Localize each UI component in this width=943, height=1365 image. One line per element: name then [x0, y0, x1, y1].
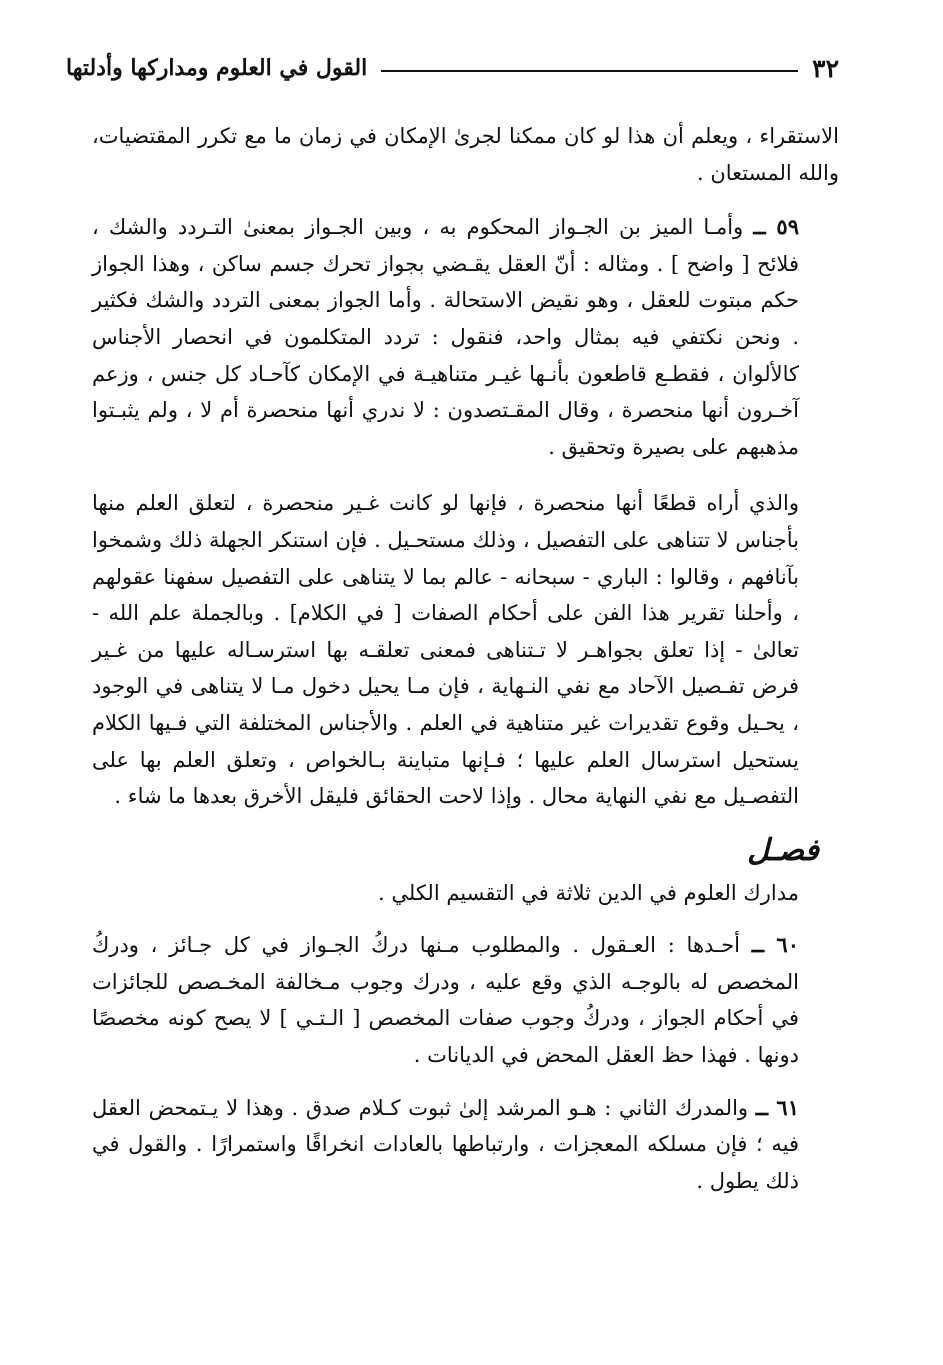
paragraph-text: أحـدها : العـقول . والمطلوب مـنها دركُ الجـواز في كل جـائز ، ودركُ المخصص له بالوجـه الذي وقع عليه ، ودرك وجوب مـخالفة المخـصص للجائزات في أحكام الجواز ، ودركُ وجوب صفات المخصص [ الـتـي ] لا يصح كونه مخصصًا دونها . فهذا حظ العقل المحض في الديانات . [92, 933, 799, 1068]
body-text [92, 118, 839, 1199]
header-rule [381, 70, 798, 72]
running-title: القول في العلوم ومداركها وأدلتها [66, 55, 368, 81]
paragraph-text: الاستقراء ، ويعلم أن هذا لو كان ممكنا لجرىٰ الإمكان في زمان ما مع تكرر المقتضيات، والله المستعان . [92, 124, 839, 185]
paragraph-60 [92, 927, 839, 1073]
page-number: ٣٢ [812, 53, 839, 83]
paragraph-number: ٥٩ ــ [753, 214, 799, 240]
paragraph-59 [92, 209, 839, 465]
paragraph-continuation [92, 118, 839, 191]
paragraph-61 [92, 1090, 839, 1200]
page-header [66, 48, 839, 88]
section-heading: فصـل [747, 832, 819, 868]
paragraph-opinion [92, 485, 839, 814]
paragraph-text: مدارك العلوم في الدين ثلاثة في التقسيم الكلي . [378, 880, 799, 905]
paragraph-text: والذي أراه قطعًا أنها منحصرة ، فإنها لو كانت غـير منحصرة ، لتعلق العلم منها بأجناس لا تتناهى على التفصيل ، وذلك مستحـيل . فإن استنكر الجهلة ذلك وشمخوا بآنافهم ، وقالوا : الباري - سبحانه - عالم بما لا يتناهى على التفصيل سفهنا عقولهم ، وأحلنا تقرير هذا الفن على أحكام الصفات [ في الكلام] . وبالجملة علم الله - تعالىٰ - إذا تعلق بجواهـر لا تـتناهى فمعنى تعلقـه بها استرسـاله عليها من غـير فرض تفـصيل الآحاد مع نفي النـهاية ، فإن مـا يحيل دخول مـا لا يتناهى في الوجود ، يحـيل وقوع تقديرات غير متناهية في العلم . والأجناس المختلفة التي فـيها الكلام يستحيل استرسال العلم عليها ؛ فـإنها متباينة بـالخواص ، وتعلق العلم بها على التفصـيل مع نفي النهاية محال . وإذا لاحت الحقائق فليقل الأخرق بعدها ما شاء . [92, 491, 799, 809]
paragraph-number: ٦١ ــ [755, 1094, 799, 1120]
paragraph-text: وأمـا الميز بن الجـواز المحكوم به ، وبين الجـواز بمعنىٰ التـردد والشك ، فلائح [ واضح ] . ومثاله : أنّ العقل يقـضي بجواز تحرك جسم ساكن ، وهذا الجواز حكم مبتوت للعقل ، وهو نقيض الاستحالة . وأما الجواز بمعنى التردد والشك فكثير . ونحن نكتفي فيه بمثال واحد، فنقول : تردد المتكلمون في انحصار الأجناس كالألوان ، فقطـع قاطعون بأنـها غيـر متناهيـة في الإمكان كآحـاد كل جنس ، وزعم آخـرون أنها منحصرة ، وقال المقـتصدون : لا ندري أنها منحصرة أم لا ، ولم يثبـتوا مذهبهم على بصيرة وتحقيق . [92, 215, 799, 459]
paragraph-number: ٦٠ ــ [751, 932, 799, 958]
paragraph-text: والمدرك الثاني : هـو المرشد إلىٰ ثبوت كـلام صدق . وهذا لا يـتمحض العقل فيه ؛ فإن مسلكه المعجزات ، وارتباطها بالعادات انخراقًا واستمرارًا . والقول في ذلك يطول . [92, 1095, 799, 1193]
paragraph-intro [92, 875, 839, 912]
